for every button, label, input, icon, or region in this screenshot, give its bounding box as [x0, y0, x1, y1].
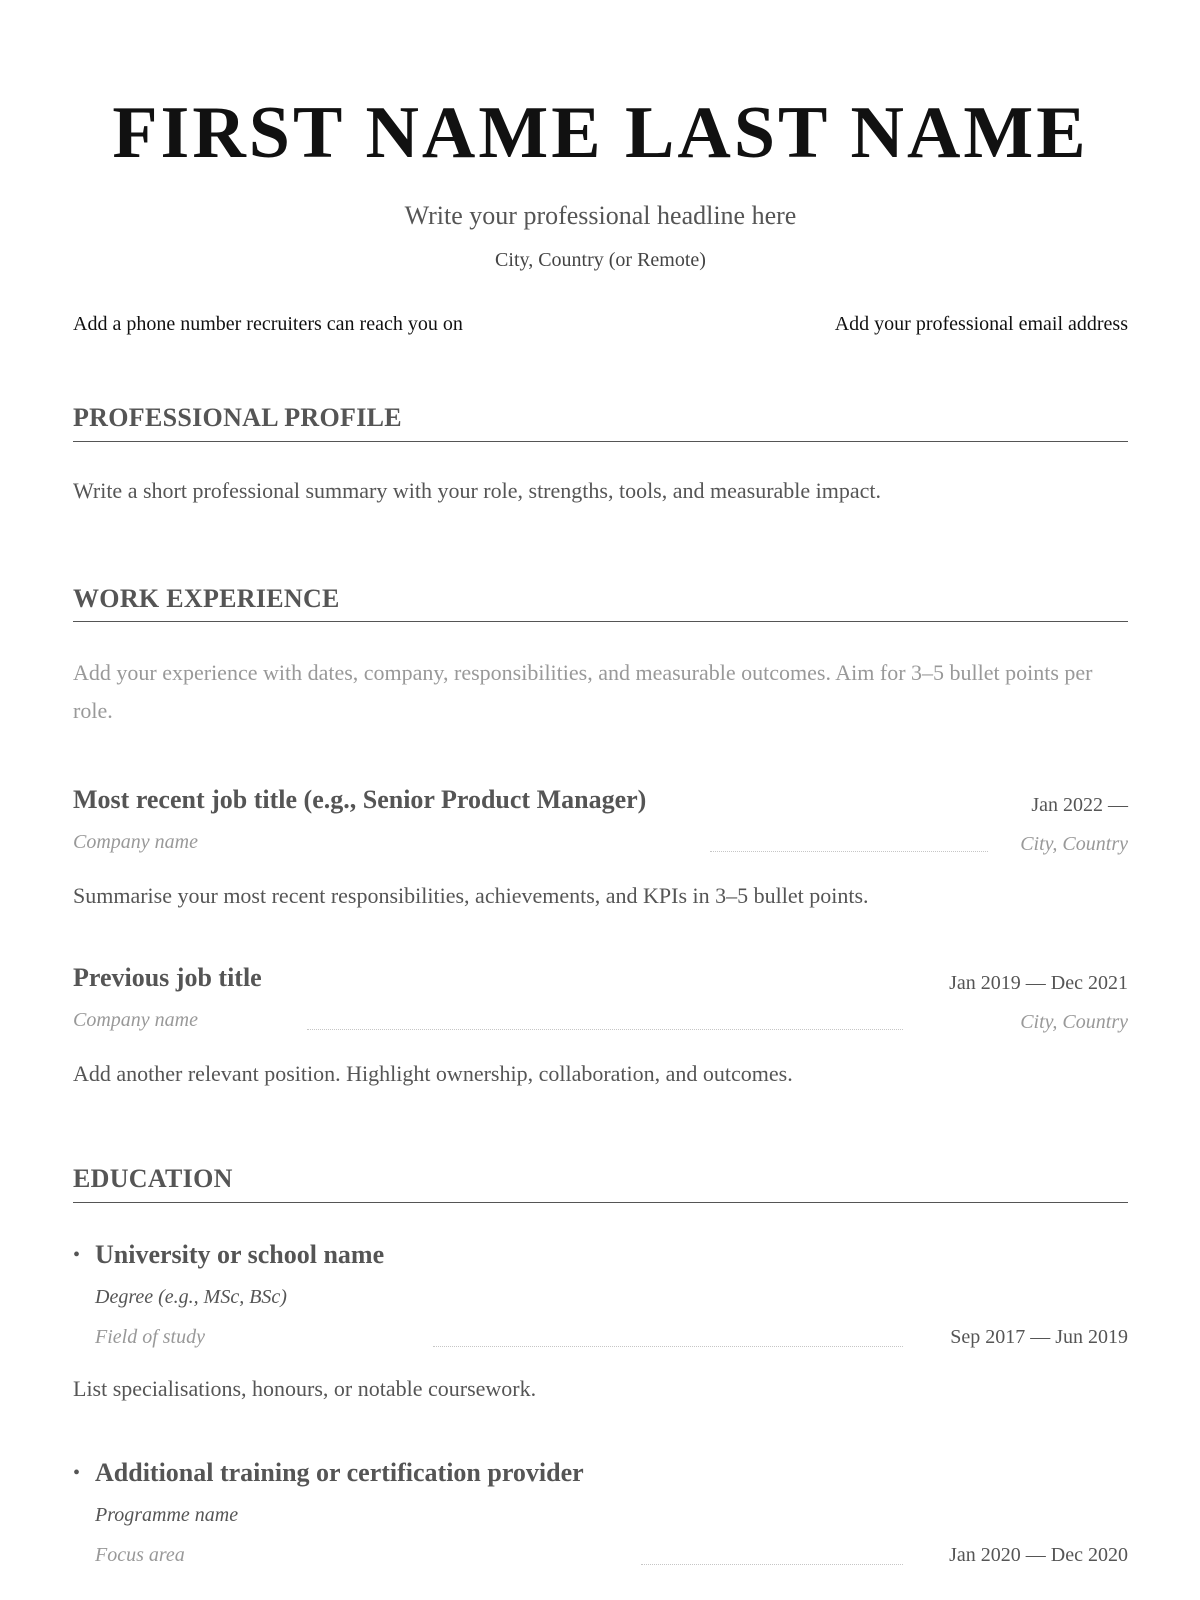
school-name: University or school name: [95, 1240, 385, 1269]
email-address: Add your professional email address: [834, 313, 1128, 335]
section-title-experience: WORK EXPERIENCE: [73, 584, 340, 613]
section-title-education: EDUCATION: [73, 1164, 233, 1193]
training-dates: Jan 2020 — Dec 2020: [949, 1544, 1128, 1566]
bullet-marker: •: [73, 1244, 81, 1266]
field-of-study: Field of study: [95, 1326, 205, 1348]
education-description: List specialisations, honours, or notable coursework.: [73, 1376, 537, 1401]
degree-name: Degree (e.g., MSc, BSc): [95, 1286, 287, 1308]
bullet-marker: •: [73, 1462, 81, 1484]
profile-summary: Write a short professional summary with your role, strengths, tools, and measurable impact.: [73, 478, 882, 503]
dotted-leader: [307, 1029, 903, 1030]
dotted-leader: [710, 851, 988, 852]
job-dates: Jan 2022 —: [1031, 794, 1128, 816]
professional-headline: Write your professional headline here: [404, 201, 797, 230]
job-location: City, Country: [1020, 1011, 1128, 1033]
candidate-name: FIRST NAME LAST NAME: [112, 92, 1089, 174]
section-divider: [73, 1202, 1128, 1203]
focus-area: Focus area: [95, 1544, 185, 1566]
job-location: City, Country: [1020, 833, 1128, 855]
job-description: Add another relevant position. Highlight ownership, collaboration, and outcomes.: [73, 1061, 793, 1086]
dotted-leader: [641, 1564, 903, 1565]
company-name: Company name: [73, 831, 198, 853]
experience-intro: Add your experience with dates, company, responsibilities, and measurable outcomes. Aim for 3–5 bullet points per role.: [73, 660, 1093, 723]
section-divider: [73, 441, 1128, 442]
candidate-location: City, Country (or Remote): [495, 249, 706, 271]
phone-number: Add a phone number recruiters can reach you on: [73, 313, 463, 335]
job-title: Previous job title: [73, 963, 262, 992]
job-dates: Jan 2019 — Dec 2021: [949, 972, 1128, 994]
job-title: Most recent job title (e.g., Senior Product Manager): [73, 785, 647, 814]
dotted-leader: [433, 1346, 903, 1347]
company-name: Company name: [73, 1009, 198, 1031]
programme-name: Programme name: [95, 1504, 239, 1526]
education-dates: Sep 2017 — Jun 2019: [950, 1326, 1128, 1348]
resume-page: [73, 0, 1128, 1600]
job-description: Summarise your most recent responsibilities, achievements, and KPIs in 3–5 bullet points.: [73, 883, 869, 908]
training-provider: Additional training or certification provider: [95, 1458, 584, 1487]
section-title-profile: PROFESSIONAL PROFILE: [73, 403, 402, 432]
section-divider: [73, 621, 1128, 622]
